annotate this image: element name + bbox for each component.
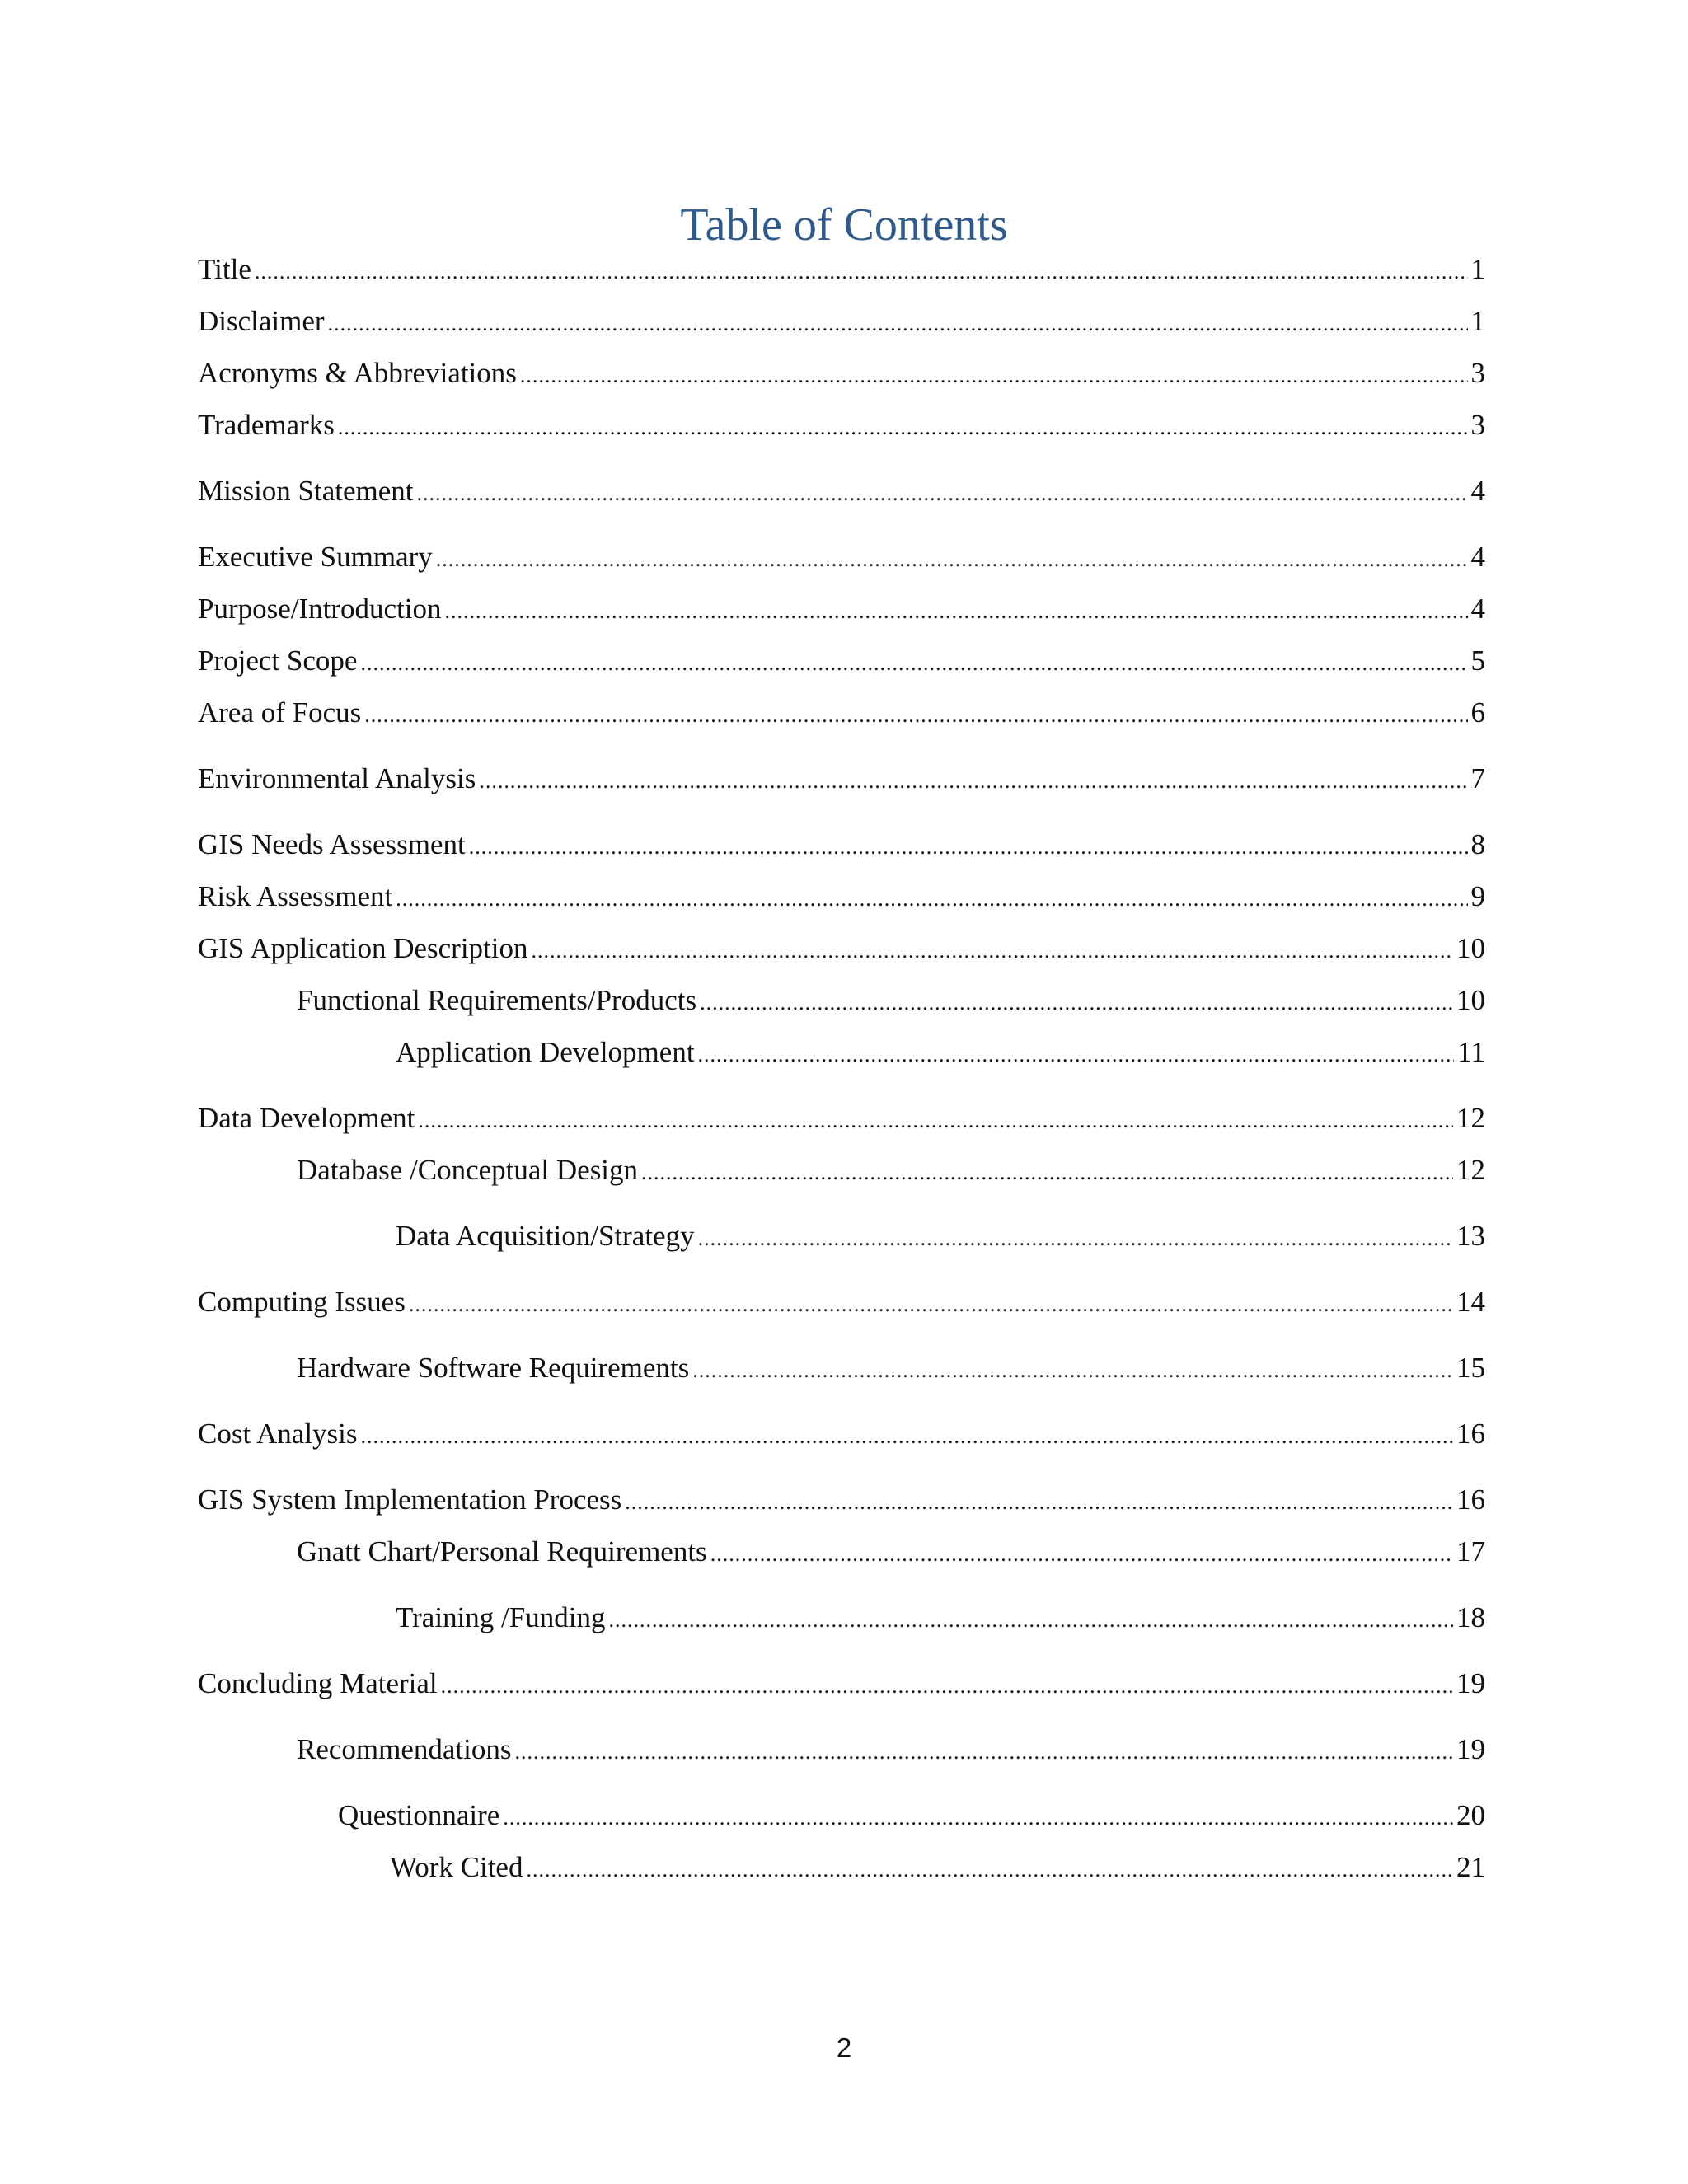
toc-entry[interactable] (198, 930, 1485, 967)
toc-entry-label: Concluding Material (198, 1667, 438, 1699)
toc-entry[interactable] (198, 539, 1485, 575)
toc-entry-page: 3 (1470, 409, 1485, 441)
toc-dot-leader (692, 1350, 1453, 1386)
toc-entry-page: 4 (1470, 475, 1485, 507)
toc-entry-label: Project Scope (198, 644, 358, 677)
toc-dot-leader (360, 643, 1467, 679)
toc-entry[interactable] (297, 982, 1485, 1019)
toc-entry-page: 10 (1456, 932, 1485, 964)
toc-entry-page: 11 (1457, 1036, 1485, 1068)
toc-entry-label: Questionnaire (338, 1799, 500, 1831)
toc-entry[interactable] (297, 1350, 1485, 1386)
toc-entry-label: Application Development (396, 1036, 695, 1068)
toc-entry-page: 12 (1456, 1102, 1485, 1134)
toc-entry-label: Trademarks (198, 409, 335, 441)
toc-entry[interactable] (338, 1797, 1485, 1834)
toc-dot-leader (409, 1284, 1453, 1320)
toc-dot-leader (255, 251, 1468, 288)
toc-dot-leader (526, 1849, 1453, 1886)
toc-dot-leader (328, 303, 1468, 340)
toc-heading: Table of Contents (680, 199, 1008, 251)
toc-dot-leader (625, 1482, 1453, 1518)
toc-entry[interactable] (297, 1732, 1485, 1768)
toc-dot-leader (364, 695, 1467, 731)
toc-dot-leader (710, 1534, 1453, 1570)
toc-entry[interactable] (198, 1416, 1485, 1452)
toc-entry-label: Area of Focus (198, 696, 362, 729)
toc-dot-leader (515, 1732, 1453, 1768)
toc-entry-label: Recommendations (297, 1733, 512, 1765)
toc-entry[interactable] (396, 1600, 1485, 1636)
toc-dot-leader (520, 355, 1468, 391)
toc-entry-page: 1 (1470, 253, 1485, 285)
toc-entry-page: 14 (1456, 1286, 1485, 1318)
toc-entry[interactable] (198, 251, 1485, 288)
toc-entry-label: Disclaimer (198, 305, 325, 337)
toc-dot-leader (445, 591, 1468, 627)
toc-entry-label: Purpose/Introduction (198, 593, 442, 625)
toc-entry-page: 12 (1456, 1154, 1485, 1186)
toc-dot-leader (361, 1416, 1453, 1452)
toc-entry-page: 6 (1470, 696, 1485, 729)
toc-entry-page: 8 (1470, 828, 1485, 860)
toc-entry-page: 1 (1470, 305, 1485, 337)
toc-entry[interactable] (198, 355, 1485, 391)
toc-dot-leader (532, 930, 1453, 967)
toc-entry-label: Title (198, 253, 251, 285)
toc-entry-page: 7 (1470, 762, 1485, 794)
toc-entry-label: Work Cited (390, 1851, 523, 1883)
toc-entry-page: 16 (1456, 1483, 1485, 1516)
toc-entry-page: 5 (1470, 644, 1485, 677)
toc-entry[interactable] (198, 1284, 1485, 1320)
toc-entry-page: 16 (1456, 1418, 1485, 1450)
toc-entry-label: Data Acquisition/Strategy (396, 1220, 695, 1252)
toc-entry-label: Executive Summary (198, 541, 433, 573)
toc-entry-page: 10 (1456, 984, 1485, 1016)
toc-entry[interactable] (390, 1849, 1485, 1886)
toc-entry-label: Environmental Analysis (198, 762, 476, 794)
toc-entry[interactable] (198, 303, 1485, 340)
toc-dot-leader (469, 827, 1468, 863)
toc-dot-leader (698, 1218, 1453, 1254)
toc-entry-label: GIS Needs Assessment (198, 828, 466, 860)
toc-entry-page: 9 (1470, 880, 1485, 912)
toc-entry[interactable] (198, 879, 1485, 915)
toc-entry-label: Risk Assessment (198, 880, 393, 912)
toc-entry[interactable] (297, 1534, 1485, 1570)
toc-dot-leader (418, 1100, 1453, 1137)
toc-dot-leader (698, 1034, 1455, 1071)
toc-entry-page: 13 (1456, 1220, 1485, 1252)
toc-entry[interactable] (198, 643, 1485, 679)
toc-entry[interactable] (198, 1100, 1485, 1137)
toc-entry-page: 15 (1456, 1352, 1485, 1384)
toc-dot-leader (479, 761, 1467, 797)
toc-entry[interactable] (198, 827, 1485, 863)
toc-entry-label: GIS System Implementation Process (198, 1483, 622, 1516)
toc-dot-leader (436, 539, 1468, 575)
toc-entry[interactable] (198, 1482, 1485, 1518)
toc-entry-label: Database /Conceptual Design (297, 1154, 639, 1186)
toc-entry-label: GIS Application Description (198, 932, 528, 964)
toc-entry[interactable] (198, 591, 1485, 627)
toc-entry[interactable] (198, 407, 1485, 443)
toc-entry-label: Hardware Software Requirements (297, 1352, 690, 1384)
toc-entry[interactable] (297, 1152, 1485, 1188)
toc-dot-leader (338, 407, 1468, 443)
toc-dot-leader (417, 473, 1468, 509)
toc-dot-leader (641, 1152, 1453, 1188)
toc-entry-page: 18 (1456, 1601, 1485, 1633)
toc-entry-page: 19 (1456, 1733, 1485, 1765)
toc-entry[interactable] (198, 473, 1485, 509)
toc-entry-page: 21 (1456, 1851, 1485, 1883)
toc-entry-label: Training /Funding (396, 1601, 606, 1633)
toc-entry[interactable] (396, 1218, 1485, 1254)
toc-entry-page: 3 (1470, 357, 1485, 389)
toc-entry-page: 4 (1470, 593, 1485, 625)
page-number: 2 (836, 2032, 852, 2063)
toc-entry-label: Functional Requirements/Products (297, 984, 697, 1016)
toc-dot-leader (396, 879, 1467, 915)
toc-entry[interactable] (198, 695, 1485, 731)
toc-entry[interactable] (396, 1034, 1485, 1071)
toc-entry-label: Computing Issues (198, 1286, 406, 1318)
toc-entry-page: 17 (1456, 1535, 1485, 1568)
toc-entry-label: Gnatt Chart/Personal Requirements (297, 1535, 707, 1568)
toc-entry[interactable] (198, 1666, 1485, 1702)
toc-dot-leader (503, 1797, 1453, 1834)
toc-entry-page: 4 (1470, 541, 1485, 573)
toc-dot-leader (608, 1600, 1453, 1636)
toc-entry-label: Acronyms & Abbreviations (198, 357, 517, 389)
toc-dot-leader (700, 982, 1453, 1019)
toc-entry-label: Mission Statement (198, 475, 414, 507)
toc-dot-leader (441, 1666, 1453, 1702)
toc-entry-label: Data Development (198, 1102, 415, 1134)
toc-entry-label: Cost Analysis (198, 1418, 358, 1450)
toc-entry-page: 19 (1456, 1667, 1485, 1699)
toc-entry[interactable] (198, 761, 1485, 797)
toc-entry-page: 20 (1456, 1799, 1485, 1831)
